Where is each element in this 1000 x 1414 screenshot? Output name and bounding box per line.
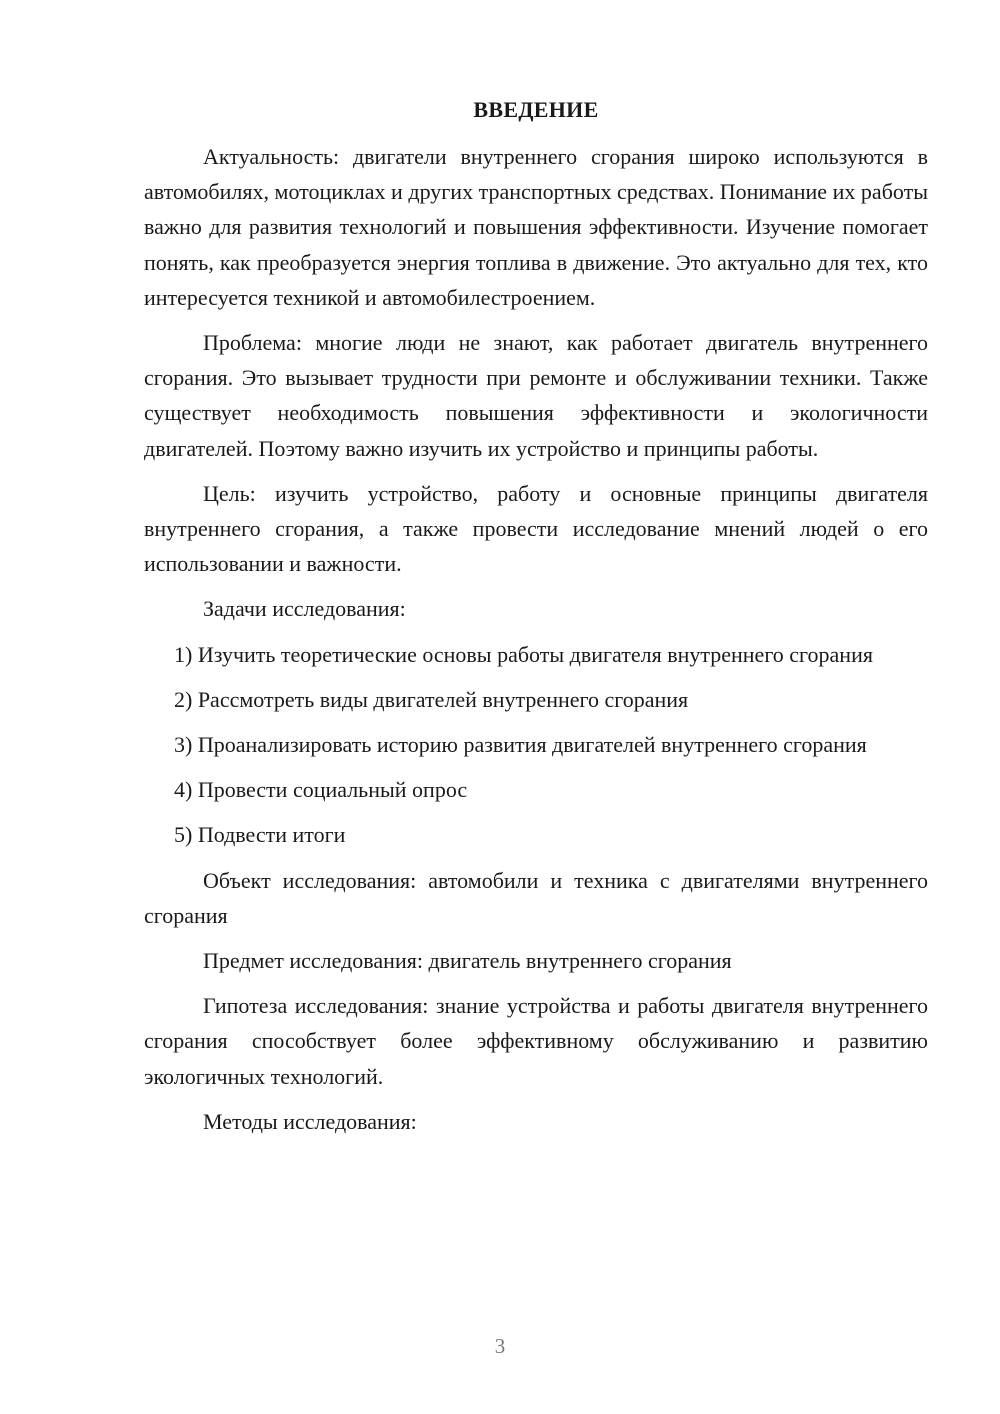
section-title: ВВЕДЕНИЕ <box>473 97 599 122</box>
problem-paragraph: Проблема: многие люди не знают, как работает двигатель внутреннего сгорания. Это вызывает трудности при ремонте и обслуживании техники. Также существует необходимость повышения эффективности и экологичности двигателей. Поэтому важно изучить их устройство и принципы работы. <box>144 330 928 461</box>
page-number: 3 <box>494 1334 506 1358</box>
hypothesis-paragraph: Гипотеза исследования: знание устройства и работы двигателя внутреннего сгорания способствует более эффективному обслуживанию и развитию экологичных технологий. <box>144 993 928 1089</box>
task-item-4: 4) Провести социальный опрос <box>174 777 468 803</box>
object-paragraph: Объект исследования: автомобили и техника с двигателями внутреннего сгорания <box>144 867 928 928</box>
relevance-paragraph: Актуальность: двигатели внутреннего сгорания широко используются в автомобилях, мотоциклах и других транспортных средствах. Понимание их работы важно для развития технологий и повышения эффективности. Изучение помогает понять, как преобразуется энергия топлива в движение. Это актуально для тех, кто интересуется техникой и автомобилестроением. <box>144 144 928 310</box>
task-item-1: 1) Изучить теоретические основы работы двигателя внутреннего сгорания <box>174 641 873 667</box>
task-item-5: 5) Подвести итоги <box>174 822 346 848</box>
tasks-heading: Задачи исследования: <box>203 596 406 622</box>
subject-paragraph: Предмет исследования: двигатель внутреннего сгорания <box>203 948 732 974</box>
goal-paragraph: Цель: изучить устройство, работу и основные принципы двигателя внутреннего сгорания, а также провести исследование мнений людей о его использовании и важности. <box>144 480 928 577</box>
page-content <box>144 92 928 1149</box>
methods-paragraph: Методы исследования: <box>203 1108 417 1134</box>
task-item-3: 3) Проанализировать историю развития двигателей внутреннего сгорания <box>174 732 867 758</box>
task-item-2: 2) Рассмотреть виды двигателей внутреннего сгорания <box>174 686 689 712</box>
